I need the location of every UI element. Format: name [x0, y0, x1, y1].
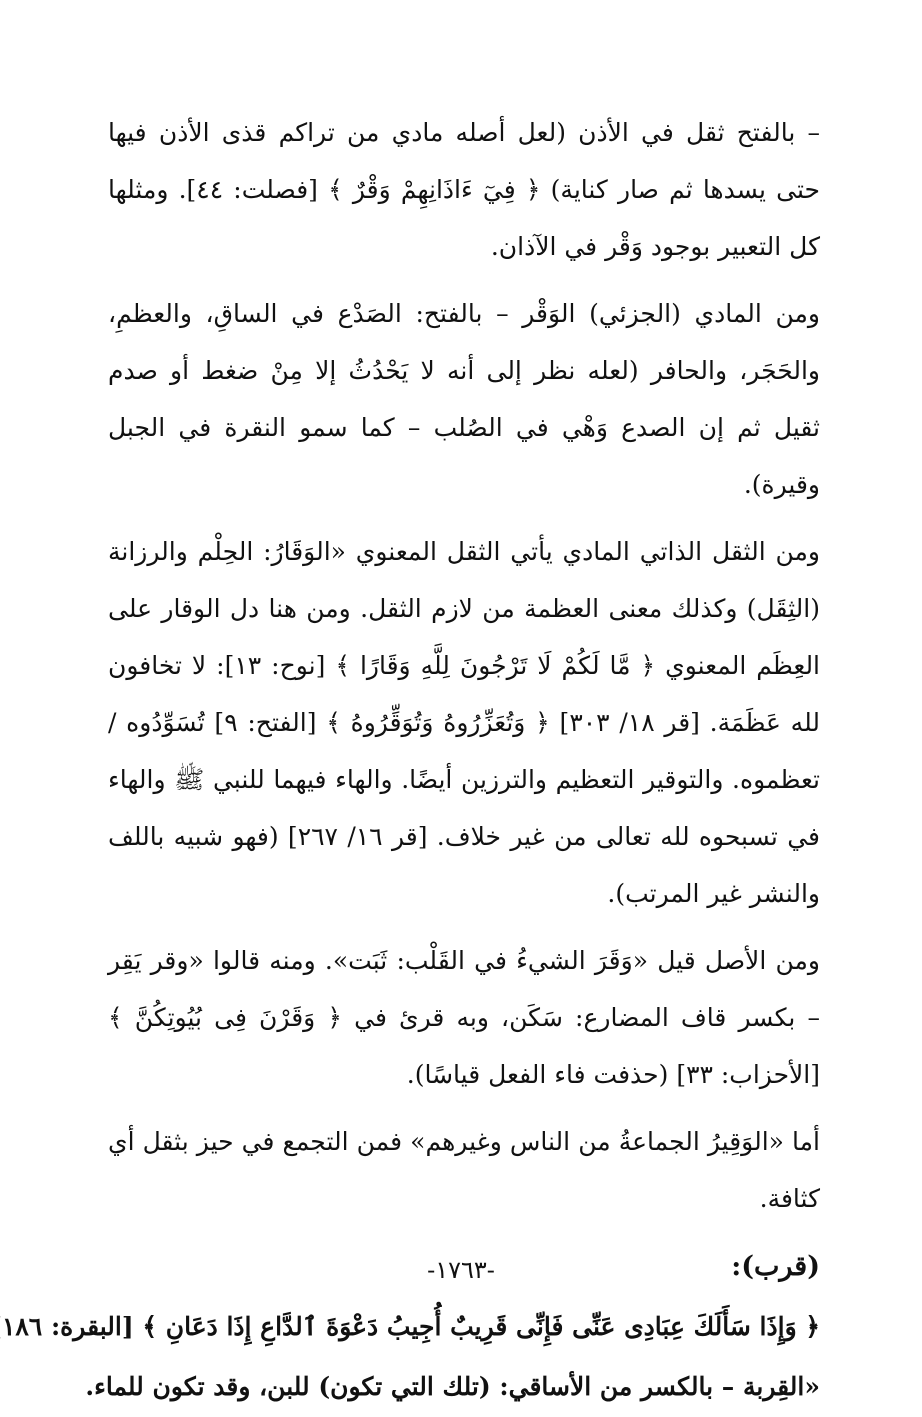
paragraph-3: ومن الثقل الذاتي المادي يأتي الثقل المعنوي «الوَقَارُ: الحِلْم والرزانة (الثِقَل) وكذلك معنى العظمة من لازم الثقل. ومن هنا دل الوقار على العِظَم المعنوي ﴿ مَّا لَكُمْ لَا تَرْجُونَ لِلَّهِ وَقَارًا ﴾ [نوح: ١٣]: لا تخافون لله عَظَمَة. [قر ١٨/ ٣٠٣] ﴿ وَتُعَزِّرُوهُ وَتُوَقِّرُوهُ ﴾ [الفتح: ٩] تُسَوِّدُوه / تعظموه. والتوقير التعظيم والترزين أيضًا. والهاء فيهما للنبي ﷺ والهاء في تسبحوه لله تعالى من غير خلاف. [قر ١٦/ ٢٦٧] (فهو شبيه باللف والنشر غير المرتب).: [108, 537, 821, 908]
paragraph-5: أما «الوَقِيرُ الجماعةُ من الناس وغيرهم» فمن التجمع في حيز بثقل أي كثافة.: [108, 1127, 820, 1213]
definition-line: «القِربة – بالكسر من الأساقي: (تلك التي تكون) للبن، وقد تكون للماء.: [85, 1372, 820, 1401]
paragraph-4: ومن الأصل قيل «وَقَرَ الشيءُ في القَلْب: ثَبَت». ومنه قالوا «وقر يَقِر – بكسر قاف المضارع: سَكَن، وبه قرئ في ﴿ وَقَرْنَ فِى بُيُوتِكُنَّ ﴾ [الأحزاب: ٣٣] (حذفت فاء الفعل قياسًا).: [108, 946, 820, 1089]
page-number: -١٧٦٣-: [427, 1256, 495, 1284]
paragraph-2: ومن المادي (الجزئي) الوَقْر – بالفتح: الصَدْع في الساقِ، والعظمِ، والحَجَر، والحافر (لعله نظر إلى أنه لا يَحْدُثُ إلا مِنْ ضغط أو صدم ثقيل ثم إن الصدع وَهْي في الصُلب – كما سمو النقرة في الجبل وقيرة).: [108, 299, 820, 499]
section-heading: (قرب):: [731, 1251, 820, 1282]
body-text: [108, 104, 820, 1227]
quran-verse: ﴿ وَإِذَا سَأَلَكَ عِبَادِى عَنِّى فَإِنِّى قَرِيبٌ أُجِيبُ دَعْوَةَ ٱلدَّاعِ إِذَا دَعَانِ ﴾ [البقرة: ١٨٦: [1, 1312, 820, 1341]
paragraph-1: – بالفتح ثقل في الأذن (لعل أصله مادي من تراكم قذى الأذن فيها حتى يسدها ثم صار كناية) ﴿ فِيٓ ءَاذَانِهِمْ وَقْرٌ ﴾ [فصلت: ٤٤]. ومثلها كل التعبير بوجود وَقْر في الآذان.: [108, 118, 820, 261]
